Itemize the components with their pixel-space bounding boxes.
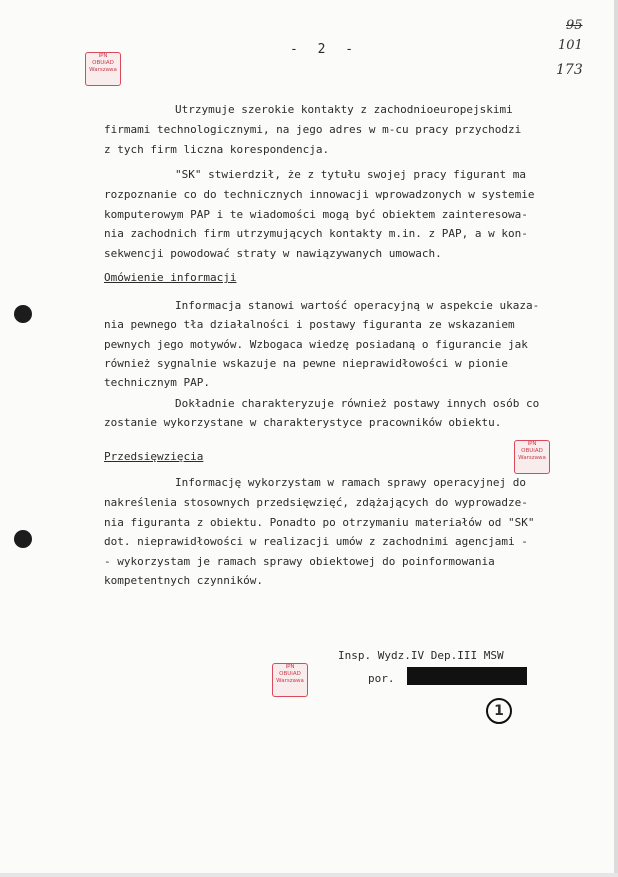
- ipn-stamp-bottom: IPN OBUiAD Warszawa: [272, 663, 308, 697]
- text-line: również sygnalnie wskazuje na pewne nieprawidłowości w pionie: [104, 357, 508, 370]
- text-line: Utrzymuje szerokie kontakty z zachodnioeuropejskimi: [175, 103, 513, 116]
- archive-numbering: [540, 18, 610, 88]
- text-line: Informację wykorzystam w ramach sprawy operacyjnej do: [175, 476, 526, 489]
- text-line: - wykorzystam je ramach sprawy obiektowej do poinformowania: [104, 555, 495, 568]
- archive-number-current: 173: [556, 62, 583, 78]
- text-line: nia pewnego tła działalności i postawy figuranta ze wskazaniem: [104, 318, 515, 331]
- punch-hole-top: [14, 305, 32, 323]
- page-bottom-edge: [0, 873, 618, 877]
- text-line: pewnych jego motywów. Wzbogaca wiedzę posiadaną o figurancie jak: [104, 338, 528, 351]
- page-number: - 2 -: [290, 42, 360, 57]
- archive-number-struck: 95: [566, 18, 583, 33]
- section-heading-analysis: Omówienie informacji: [104, 271, 237, 284]
- text-line: technicznym PAP.: [104, 376, 210, 389]
- text-line: z tych firm liczna korespondencja.: [104, 143, 330, 156]
- text-line: Dokładnie charakteryzuje również postawy innych osób co: [175, 397, 540, 410]
- signature-rank: por.: [368, 672, 395, 685]
- text-line: rozpoznanie co do technicznych innowacji wprowadzonych w systemie: [104, 188, 535, 201]
- text-line: firmami technologicznymi, na jego adres w m-cu pracy przychodzi: [104, 123, 522, 136]
- signature-position: Insp. Wydz.IV Dep.III MSW: [338, 649, 504, 662]
- text-line: Informacja stanowi wartość operacyjną w aspekcie ukaza-: [175, 299, 540, 312]
- text-line: sekwencji powodować straty w nawiązywanych umowach.: [104, 247, 442, 260]
- text-line: "SK" stwierdził, że z tytułu swojej pracy figurant ma: [175, 168, 526, 181]
- archive-number-middle: 101: [558, 38, 583, 53]
- redaction-bar: [407, 667, 527, 685]
- text-line: dot. nieprawidłowości w realizacji umów z zachodnimi agencjami -: [104, 535, 528, 548]
- text-line: nia figuranta z obiektu. Ponadto po otrzymaniu materiałów od "SK": [104, 516, 535, 529]
- text-line: nakreślenia stosownych przedsięwzięć, zdążających do wyprowadze-: [104, 496, 528, 509]
- ipn-stamp-top: IPN OBUiAD Warszawa: [85, 52, 121, 86]
- ipn-stamp-middle: IPN OBUiAD Warszawa: [514, 440, 550, 474]
- page-edge-shadow: [614, 0, 618, 877]
- circled-number: 1: [486, 698, 512, 724]
- punch-hole-bottom: [14, 530, 32, 548]
- text-line: kompetentnych czynników.: [104, 574, 263, 587]
- section-heading-measures: Przedsięwzięcia: [104, 450, 204, 463]
- text-line: nia zachodnich firm utrzymujących kontakty m.in. z PAP, a w kon-: [104, 227, 528, 240]
- text-line: komputerowym PAP i te wiadomości mogą być obiektem zainteresowa-: [104, 208, 528, 221]
- text-line: zostanie wykorzystane w charakterystyce pracowników obiektu.: [104, 416, 502, 429]
